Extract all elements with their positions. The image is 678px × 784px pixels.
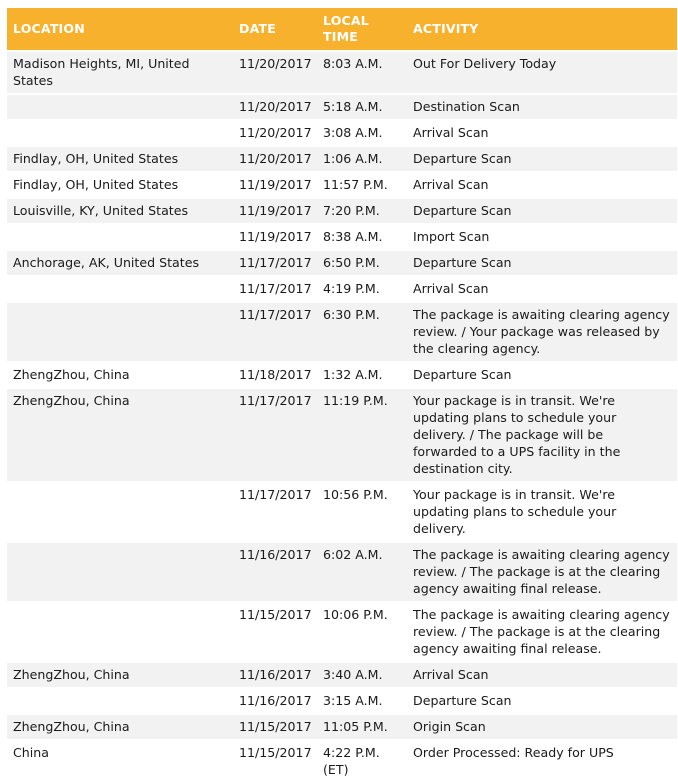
cell-time: 7:20 P.M. xyxy=(317,199,407,223)
cell-activity: The package is awaiting clearing agency review. / The package is at the clearing agency awaiting final release. xyxy=(407,603,677,661)
table-row xyxy=(7,543,677,601)
cell-date: 11/16/2017 xyxy=(233,689,317,713)
cell-location: ZhengZhou, China xyxy=(7,715,233,739)
cell-date: 11/20/2017 xyxy=(233,121,317,145)
cell-time: 5:18 A.M. xyxy=(317,95,407,119)
cell-time: 10:06 P.M. xyxy=(317,603,407,661)
cell-location xyxy=(7,277,233,301)
cell-date: 11/16/2017 xyxy=(233,663,317,687)
cell-activity: Arrival Scan xyxy=(407,173,677,197)
cell-date: 11/17/2017 xyxy=(233,277,317,301)
table-row xyxy=(7,483,677,541)
cell-time: 4:22 P.M. (ET) xyxy=(317,741,407,782)
cell-location: ZhengZhou, China xyxy=(7,363,233,387)
cell-activity: The package is awaiting clearing agency review. / Your package was released by the clearing agency. xyxy=(407,303,677,361)
table-header xyxy=(7,8,677,50)
cell-location xyxy=(7,543,233,601)
cell-activity: Arrival Scan xyxy=(407,663,677,687)
cell-time: 6:02 A.M. xyxy=(317,543,407,601)
cell-activity: Departure Scan xyxy=(407,199,677,223)
table-row xyxy=(7,173,677,197)
header-local-time-line1: LOCAL xyxy=(323,13,369,28)
cell-date: 11/15/2017 xyxy=(233,741,317,782)
table-row xyxy=(7,603,677,661)
cell-time: 11:05 P.M. xyxy=(317,715,407,739)
cell-activity: Departure Scan xyxy=(407,363,677,387)
shipment-progress-table xyxy=(7,6,677,784)
cell-time: 3:40 A.M. xyxy=(317,663,407,687)
cell-location xyxy=(7,303,233,361)
header-local-time xyxy=(317,8,407,50)
cell-date: 11/17/2017 xyxy=(233,251,317,275)
cell-location xyxy=(7,95,233,119)
cell-time: 6:30 P.M. xyxy=(317,303,407,361)
cell-location: Louisville, KY, United States xyxy=(7,199,233,223)
table-row xyxy=(7,121,677,145)
cell-time: 1:32 A.M. xyxy=(317,363,407,387)
cell-location: China xyxy=(7,741,233,782)
cell-time: 11:19 P.M. xyxy=(317,389,407,481)
cell-activity: Arrival Scan xyxy=(407,277,677,301)
cell-activity: Origin Scan xyxy=(407,715,677,739)
cell-location xyxy=(7,689,233,713)
cell-time: 8:03 A.M. xyxy=(317,52,407,93)
header-location: LOCATION xyxy=(7,8,233,50)
cell-activity: Arrival Scan xyxy=(407,121,677,145)
cell-date: 11/17/2017 xyxy=(233,389,317,481)
cell-activity: Your package is in transit. We're updating plans to schedule your delivery. / The package will be forwarded to a UPS facility in the destination city. xyxy=(407,389,677,481)
table-row xyxy=(7,741,677,782)
header-date: DATE xyxy=(233,8,317,50)
cell-activity: Import Scan xyxy=(407,225,677,249)
table-row xyxy=(7,663,677,687)
cell-activity: Departure Scan xyxy=(407,689,677,713)
cell-date: 11/17/2017 xyxy=(233,483,317,541)
table-row xyxy=(7,277,677,301)
cell-activity: Your package is in transit. We're updating plans to schedule your delivery. xyxy=(407,483,677,541)
cell-date: 11/16/2017 xyxy=(233,543,317,601)
cell-location xyxy=(7,483,233,541)
table-row xyxy=(7,251,677,275)
cell-activity: The package is awaiting clearing agency review. / The package is at the clearing agency awaiting final release. xyxy=(407,543,677,601)
cell-time: 4:19 P.M. xyxy=(317,277,407,301)
cell-date: 11/15/2017 xyxy=(233,715,317,739)
cell-date: 11/17/2017 xyxy=(233,303,317,361)
table-row xyxy=(7,303,677,361)
cell-activity: Destination Scan xyxy=(407,95,677,119)
cell-activity: Out For Delivery Today xyxy=(407,52,677,93)
cell-time: 10:56 P.M. xyxy=(317,483,407,541)
table-row xyxy=(7,225,677,249)
cell-time: 8:38 A.M. xyxy=(317,225,407,249)
cell-time: 1:06 A.M. xyxy=(317,147,407,171)
shipment-progress-panel xyxy=(7,0,677,784)
cell-date: 11/18/2017 xyxy=(233,363,317,387)
table-row xyxy=(7,715,677,739)
cell-date: 11/20/2017 xyxy=(233,95,317,119)
cell-time: 3:08 A.M. xyxy=(317,121,407,145)
header-row xyxy=(7,8,677,50)
header-activity: ACTIVITY xyxy=(407,8,677,50)
cell-date: 11/19/2017 xyxy=(233,173,317,197)
table-row xyxy=(7,363,677,387)
cell-activity: Departure Scan xyxy=(407,251,677,275)
header-local-time-line2: TIME xyxy=(323,29,358,44)
cell-date: 11/19/2017 xyxy=(233,225,317,249)
table-row xyxy=(7,147,677,171)
table-row xyxy=(7,389,677,481)
table-row xyxy=(7,689,677,713)
cell-date: 11/15/2017 xyxy=(233,603,317,661)
cell-location: ZhengZhou, China xyxy=(7,389,233,481)
cell-date: 11/19/2017 xyxy=(233,199,317,223)
cell-location: Anchorage, AK, United States xyxy=(7,251,233,275)
cell-location xyxy=(7,121,233,145)
cell-time: 3:15 A.M. xyxy=(317,689,407,713)
cell-date: 11/20/2017 xyxy=(233,52,317,93)
cell-time: 6:50 P.M. xyxy=(317,251,407,275)
cell-activity: Departure Scan xyxy=(407,147,677,171)
cell-location xyxy=(7,225,233,249)
cell-location: Findlay, OH, United States xyxy=(7,173,233,197)
table-row xyxy=(7,199,677,223)
cell-time: 11:57 P.M. xyxy=(317,173,407,197)
table-row xyxy=(7,95,677,119)
cell-location: Findlay, OH, United States xyxy=(7,147,233,171)
cell-location: Madison Heights, MI, United States xyxy=(7,52,233,93)
cell-location: ZhengZhou, China xyxy=(7,663,233,687)
cell-activity: Order Processed: Ready for UPS xyxy=(407,741,677,782)
cell-date: 11/20/2017 xyxy=(233,147,317,171)
table-row xyxy=(7,52,677,93)
table-body xyxy=(7,52,677,782)
cell-location xyxy=(7,603,233,661)
